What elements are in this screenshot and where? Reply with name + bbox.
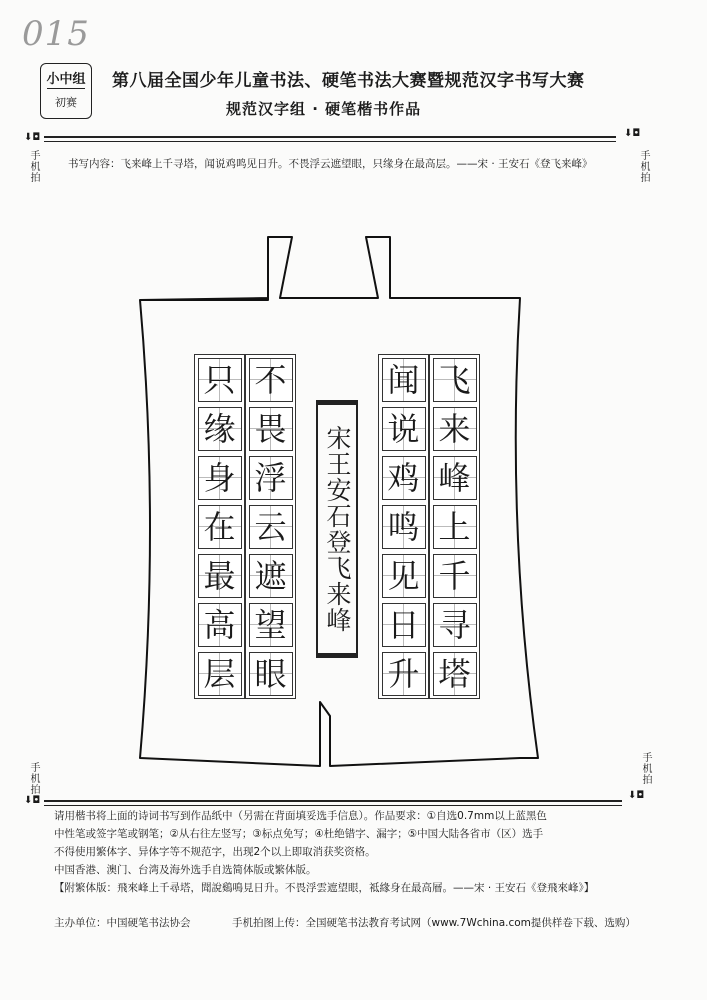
phone-label: 手机拍 <box>28 762 39 795</box>
signature-bottom-bar <box>316 653 358 658</box>
character-cell: 最 <box>198 554 242 598</box>
character-cell: 身 <box>198 456 242 500</box>
character-cell: 眼 <box>249 652 293 696</box>
download-camera-icon: ⬇◘ <box>624 128 641 139</box>
phone-label: 手机拍 <box>638 150 649 183</box>
bottom-rule-thin <box>44 805 622 806</box>
page-title: 第八届全国少年儿童书法、硬笔书法大赛暨规范汉字书写大赛 <box>112 71 585 91</box>
character-cell: 不 <box>249 358 293 402</box>
instruction-line: 【附繁体版：飛來峰上千尋塔，聞說鷄鳴見日升。不畏浮雲遮望眼，祗緣身在最高層。——宋 · 王安石《登飛來峰》】 <box>54 882 595 894</box>
character-cell: 寻 <box>433 603 477 647</box>
badge-group: 小中组 <box>46 72 86 87</box>
instruction-line: 中国香港、澳门、台湾及海外选手自选简体版或繁体版。 <box>54 864 317 876</box>
character-cell: 层 <box>198 652 242 696</box>
upload-note: 手机拍图上传：全国硬笔书法教育考试网（www.7Wchina.com提供样卷下载、选购） <box>232 917 636 929</box>
character-cell: 云 <box>249 505 293 549</box>
character-cell: 日 <box>382 603 426 647</box>
character-cell: 升 <box>382 652 426 696</box>
phone-label: 手机拍 <box>640 752 651 785</box>
instruction-line: 中性笔或签字笔或钢笔；②从右往左竖写；③标点免写；④杜绝错字、漏字；⑤中国大陆各省市（区）选手 <box>54 828 544 840</box>
character-cell: 见 <box>382 554 426 598</box>
character-cell: 望 <box>249 603 293 647</box>
character-cell: 鸣 <box>382 505 426 549</box>
character-cell: 来 <box>433 407 477 451</box>
signature-top-bar <box>316 400 358 405</box>
character-cell: 飞 <box>433 358 477 402</box>
character-cell: 浮 <box>249 456 293 500</box>
signature-text: 宋王安石登飞来峰 <box>323 425 352 633</box>
bottom-rule <box>44 800 622 802</box>
character-cell: 只 <box>198 358 242 402</box>
download-camera-icon: ⬇◘ <box>24 132 41 143</box>
character-cell: 高 <box>198 603 242 647</box>
character-cell: 畏 <box>249 407 293 451</box>
download-camera-icon: ⬇◘ <box>24 795 41 806</box>
instruction-line: 不得使用繁体字、异体字等不规范字，出现2个以上即取消获奖资格。 <box>54 846 376 858</box>
phone-label: 手机拍 <box>28 150 39 183</box>
instruction-line: 请用楷书将上面的诗词书写到作品纸中（另需在背面填妥选手信息）。作品要求：①自选0.7mm以上蓝黑色 <box>54 810 547 822</box>
character-cell: 闻 <box>382 358 426 402</box>
character-cell: 千 <box>433 554 477 598</box>
content-line: 书写内容：飞来峰上千寻塔，闻说鸡鸣见日升。不畏浮云遮望眼，只缘身在最高层。——宋 · 王安石《登飞来峰》 <box>68 158 593 170</box>
character-cell: 峰 <box>433 456 477 500</box>
character-cell: 塔 <box>433 652 477 696</box>
character-cell: 缘 <box>198 407 242 451</box>
organizer: 主办单位：中国硬笔书法协会 <box>54 917 191 929</box>
page-subtitle: 规范汉字组 · 硬笔楷书作品 <box>226 100 422 118</box>
character-cell: 上 <box>433 505 477 549</box>
character-cell: 遮 <box>249 554 293 598</box>
artwork-column-1 <box>429 354 480 699</box>
instructions <box>54 807 634 897</box>
character-cell: 说 <box>382 407 426 451</box>
character-cell: 在 <box>198 505 242 549</box>
artwork-column-2 <box>378 354 429 699</box>
character-cell: 鸡 <box>382 456 426 500</box>
signature-box <box>316 400 358 658</box>
artwork-column-3 <box>245 354 296 699</box>
badge-round: 初赛 <box>55 96 77 109</box>
serial-number: 015 <box>22 14 90 54</box>
artwork-column-4 <box>194 354 245 699</box>
download-camera-icon: ⬇◘ <box>628 790 645 801</box>
